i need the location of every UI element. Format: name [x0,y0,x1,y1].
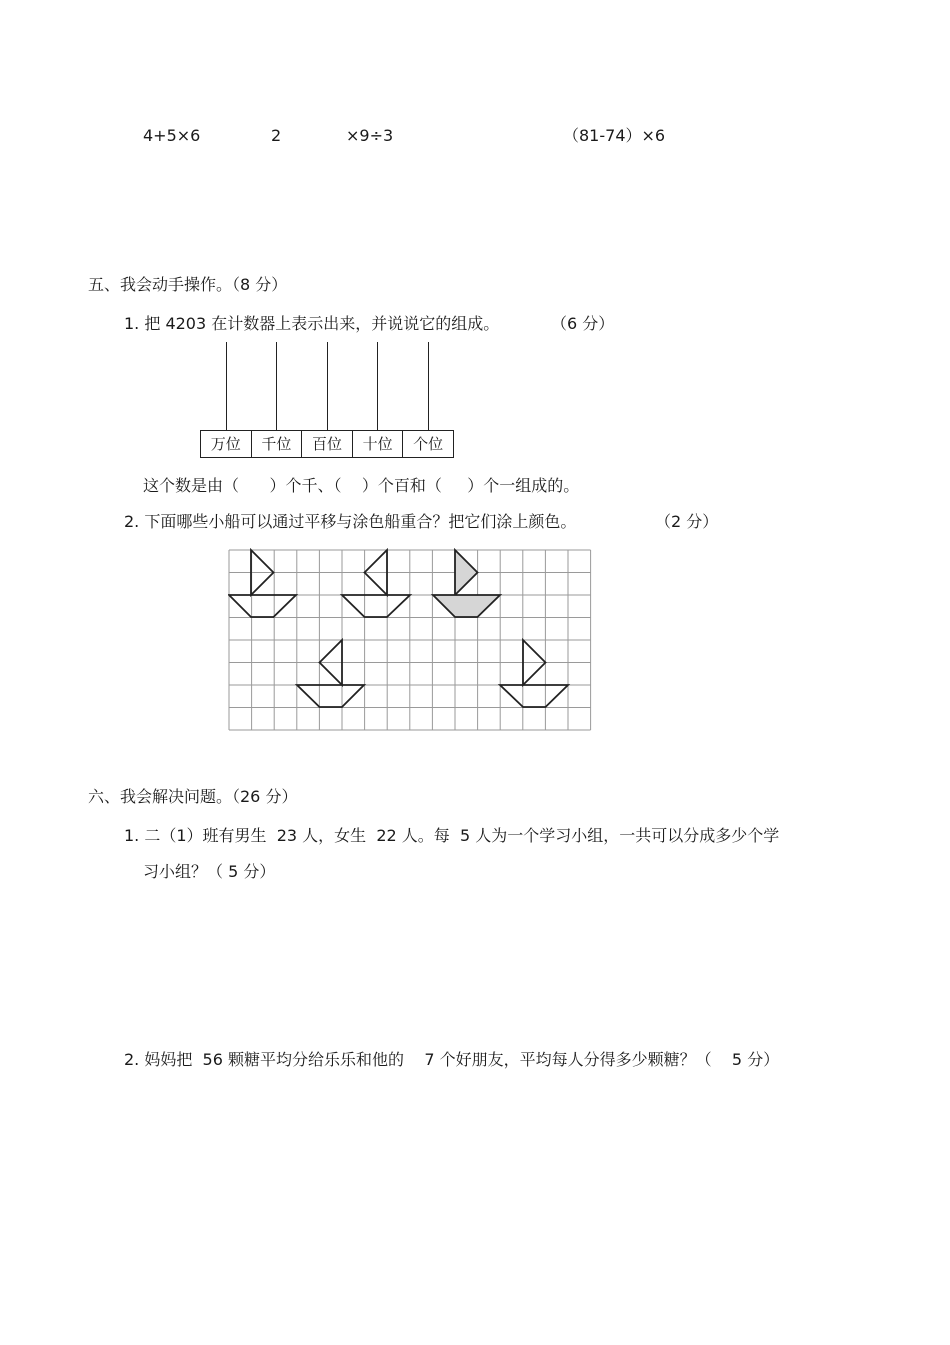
boat-1[interactable] [229,550,296,617]
abacus-rod-ten-thousands [226,342,227,430]
section6-q1-line2: 习小组？（ 5 分） [143,862,276,881]
abacus-rod-ones [428,342,429,430]
section5-heading: 五、我会动手操作。（8 分） [88,275,288,294]
boat-4-hull [297,685,364,707]
abacus-rod-tens [377,342,378,430]
expression-1: 4+5×6 [143,126,201,145]
section6-q2-text: 2. 妈妈把 56 颗糖平均分给乐乐和他的 7 个好朋友，平均每人分得多少颗糖？（ 5 分） [124,1050,780,1069]
boat-3-hull [433,595,500,617]
boat-5[interactable] [500,640,568,707]
section6-q1-line1: 1. 二（1）班有男生 23 人，女生 22 人。每 5 人为一个学习小组，一共可以分成多少个学 [124,826,780,845]
section5-q1-score: （6 分） [551,314,615,333]
place-label-hundreds: 百位 [302,431,353,457]
abacus-rod-thousands [276,342,277,430]
abacus-rod-hundreds [327,342,328,430]
boat-1-hull [229,595,296,617]
place-label-ones: 个位 [413,435,444,453]
boat-3-sail [455,550,478,595]
section5-q2-score: （2 分） [655,512,719,531]
boat-5-hull [500,685,568,707]
expression-3: （81-74）×6 [563,126,666,145]
boat-2[interactable] [342,550,410,617]
expression-2-part1: 2 [271,126,282,145]
section6-heading: 六、我会解决问题。（26 分） [88,787,298,806]
section5-q1-answer-sentence: 这个数是由（ ）个千、（ ）个百和（ ）个一组成的。 [143,476,580,495]
place-label-tens: 十位 [353,431,404,457]
place-value-labels [200,430,454,458]
place-label-thousands: 千位 [252,431,303,457]
place-label-ten-thousands: 万位 [201,431,252,457]
abacus-counter [200,342,454,458]
boat-3-shaded [433,550,500,617]
section5-q1-text: 1. 把 4203 在计数器上表示出来，并说说它的组成。 [124,314,500,333]
boat-4[interactable] [297,640,364,707]
boat-2-hull [342,595,410,617]
section5-q2-text: 2. 下面哪些小船可以通过平移与涂色船重合？把它们涂上颜色。 [124,512,577,531]
expression-2-part2: ×9÷3 [346,126,394,145]
grid-lines [229,550,591,730]
boat-grid [228,548,594,734]
